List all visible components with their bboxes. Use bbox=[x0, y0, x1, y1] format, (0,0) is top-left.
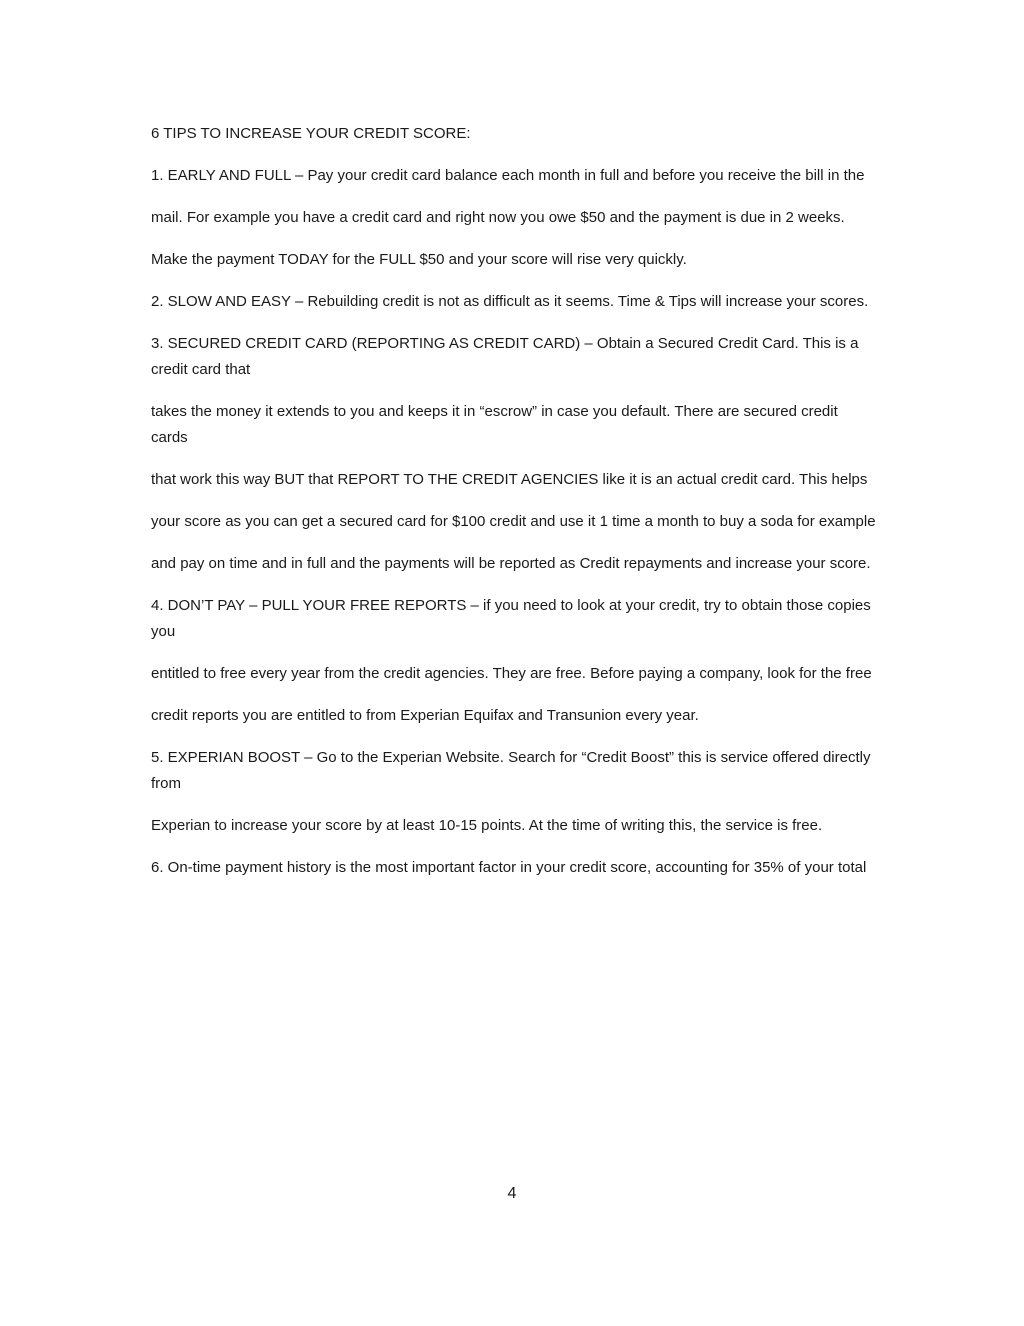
paragraph: that work this way BUT that REPORT TO THE CREDIT AGENCIES like it is an actual credit card. This helps bbox=[151, 471, 868, 488]
paragraph: 5. EXPERIAN BOOST – Go to the Experian Website. Search for “Credit Boost” this is service offered directly from bbox=[151, 749, 871, 792]
paragraph: your score as you can get a secured card for $100 credit and use it 1 time a month to buy a soda for example bbox=[151, 513, 876, 530]
paragraph: Experian to increase your score by at least 10-15 points. At the time of writing this, the service is free. bbox=[151, 817, 823, 834]
paragraph: 6. On-time payment history is the most important factor in your credit score, accounting for 35% of your total bbox=[151, 859, 867, 876]
document-title: 6 TIPS TO INCREASE YOUR CREDIT SCORE: bbox=[151, 125, 471, 142]
paragraph: credit reports you are entitled to from Experian Equifax and Transunion every year. bbox=[151, 707, 699, 724]
page-number: 4 bbox=[507, 1185, 517, 1202]
paragraph: 3. SECURED CREDIT CARD (REPORTING AS CREDIT CARD) – Obtain a Secured Credit Card. This is a credit card that bbox=[151, 335, 859, 378]
paragraph: mail. For example you have a credit card and right now you owe $50 and the payment is due in 2 weeks. bbox=[151, 209, 845, 226]
paragraph: entitled to free every year from the credit agencies. They are free. Before paying a company, look for the free bbox=[151, 665, 872, 682]
paragraph: and pay on time and in full and the payments will be reported as Credit repayments and increase your score. bbox=[151, 555, 871, 572]
paragraph: takes the money it extends to you and keeps it in “escrow” in case you default. There are secured credit cards bbox=[151, 403, 838, 446]
paragraph: 4. DON’T PAY – PULL YOUR FREE REPORTS – if you need to look at your credit, try to obtain those copies you bbox=[151, 597, 871, 640]
paragraph: 2. SLOW AND EASY – Rebuilding credit is not as difficult as it seems. Time & Tips will increase your scores. bbox=[151, 293, 869, 310]
document-body bbox=[151, 121, 876, 897]
paragraph: Make the payment TODAY for the FULL $50 and your score will rise very quickly. bbox=[151, 251, 687, 268]
paragraph: 1. EARLY AND FULL – Pay your credit card balance each month in full and before you receive the bill in the bbox=[151, 167, 865, 184]
